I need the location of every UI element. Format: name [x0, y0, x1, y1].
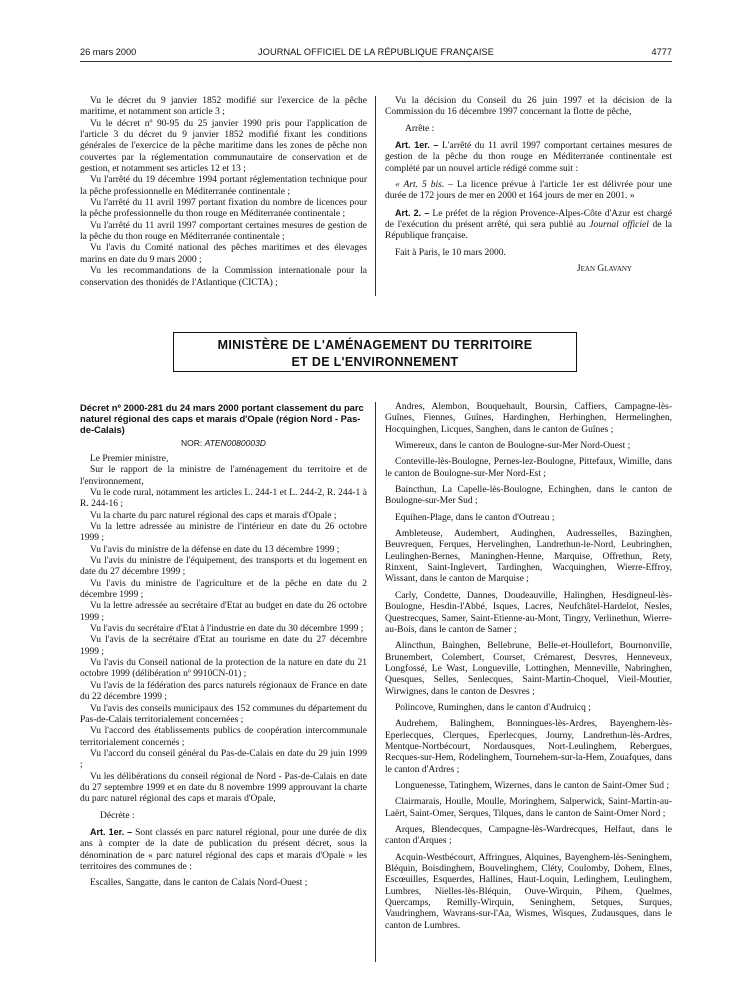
visa-paragraph: Vu l'avis du Comité national des pêches maritimes et des élevages marins en date du 9 mars 2000 ;	[80, 243, 367, 265]
decrete-heading: Décrète :	[100, 810, 135, 821]
visa-paragraph: Vu l'avis du ministre de la défense en date du 13 décembre 1999 ;	[90, 544, 340, 555]
journal-title: JOURNAL OFFICIEL DE LA RÉPUBLIQUE FRANÇAISE	[258, 47, 494, 57]
visa-paragraph: Vu les délibérations du conseil régional de Nord - Pas-de-Calais en date du 27 septembre 1999 et en date du 8 novembre 1999 approuvant la charte du parc naturel régional des caps et marais d'Opale,	[80, 771, 367, 805]
nor-code: ATEN0080003D	[204, 437, 266, 448]
visa-paragraph: Vu le décret du 9 janvier 1852 modifié sur l'exercice de la pêche maritime, et notamment son article 3 ;	[80, 96, 367, 118]
visa-paragraph: Vu l'arrêté du 19 décembre 1994 portant réglementation technique pour la pêche professionnelle en Méditerranée continentale ;	[80, 175, 367, 197]
commune-list-item: Carly, Condette, Dannes, Doudeauville, Halinghen, Hesdigneul-lès-Boulogne, Hesdin-l'Abbé, Isques, Lacres, Neufchâtel-Hardelot, Nesles, Questrecques, Samer, Saint-Etienne-au-Mont, Tingry, Verlinethun, Wierre-au-Bois, dans le canton de Samer ;	[385, 590, 672, 635]
article-2-text-end: de la République française.	[385, 220, 673, 242]
visa-paragraph: Vu le code rural, notamment les articles L. 244-1 et L. 244-2, R. 244-1 à R. 244-16 ;	[80, 487, 367, 510]
visa-paragraph: Vu l'avis des conseils municipaux des 152 communes du département du Pas-de-Calais territorialement concernées ;	[80, 703, 367, 725]
commune-list-item: Acquin-Westbécourt, Affringues, Alquines, Bayenghem-lès-Seninghem, Bléquin, Boisdinghem, Bouvelinghem, Cléty, Coulomby, Dohem, Elnes, Escœuilles, Esquerdes, Hallines, Haut-Loquin, Ledinghem, Leulinghem, Lumbres, Nielles-lès-Bléquin, Ouve-Wirquin, Pihem, Quelmes, Quercamps, Remilly-Wirquin, Seninghem, Setques, Surques, Vaudringhem, Wavrans-sur-l'Aa, Wismes, Wisques, Zudausques, dans le canton de Lumbres.	[385, 852, 672, 931]
visa-paragraph: Vu l'avis de la fédération des parcs naturels régionaux de France en date du 22 décembre 1999 ;	[80, 680, 367, 703]
commune-list-item: Clairmarais, Houlle, Moulle, Moringhem, Salperwick, Saint-Martin-au-Laërt, Saint-Omer, Serques, Tilques, dans le canton de Saint-Omer Nord ;	[385, 797, 672, 819]
visa-paragraph: Vu l'avis du secrétaire d'Etat à l'industrie en date du 30 décembre 1999 ;	[90, 624, 364, 635]
visa-paragraph: Vu la charte du parc naturel régional des caps et marais d'Opale ;	[90, 510, 337, 521]
commune-list-item: Polincove, Ruminghen, dans le canton d'Audruicq ;	[395, 702, 591, 713]
ministry-title-line2: ET DE L'ENVIRONNEMENT	[291, 355, 459, 369]
commune-list-item: Equihen-Plage, dans le canton d'Outreau ;	[395, 512, 555, 523]
decree-article-1-text: Sont classés en parc naturel régional, pour une durée de dix ans à compter de la date de publication du présent décret, sous la dénomination de « parc naturel régional des caps et marais d'Opale » les territoires des communes de :	[80, 827, 367, 872]
visa-paragraph: Vu la lettre adressée au ministre de l'intérieur en date du 26 octobre 1999 ;	[80, 522, 367, 544]
visa-paragraph: Vu l'arrêté du 11 avril 1997 portant fixation du nombre de licences pour la pêche professionnelle du thon rouge en Méditerranée continentale ;	[80, 198, 367, 220]
article-1	[385, 140, 672, 175]
commune-list-item: Baincthun, La Capelle-lès-Boulogne, Echinghen, dans le canton de Boulogne-sur-Mer Sud ;	[385, 485, 672, 507]
article-5bis-text: La licence prévue à l'article 1er est délivrée pour une durée de 172 jours de mer en 2000 et 164 jours de mer en 2001. »	[385, 180, 672, 202]
article-1-text: L'arrêté du 11 avril 1997 comportant certaines mesures de gestion de la pêche du thon rouge en Méditerranée continentale est complété par un nouvel article rédigé comme suit :	[385, 141, 673, 174]
visa-paragraph: Vu l'avis du ministre de l'agriculture et de la pêche en date du 2 décembre 1999 ;	[80, 578, 367, 601]
commune-list-item: Conteville-lès-Boulogne, Pernes-lez-Boulogne, Pittefaux, Wimille, dans le canton de Boulogne-sur-Mer Nord-Est ;	[385, 457, 672, 479]
premier-ministre: Le Premier ministre,	[90, 453, 169, 464]
commune-list-item: Arques, Blendecques, Campagne-lès-Wardrecques, Helfaut, dans le canton d'Arques ;	[385, 825, 672, 847]
visa-paragraph: Vu l'accord du conseil général du Pas-de-Calais en date du 29 juin 1999 ;	[80, 748, 367, 771]
column-divider	[375, 96, 376, 296]
signature: Jean Glavany	[576, 264, 632, 275]
article-1-label: Art. 1er. –	[395, 140, 439, 151]
ministry-title-line1: MINISTÈRE DE L'AMÉNAGEMENT DU TERRITOIRE	[217, 338, 533, 352]
visa-paragraph: Vu la lettre adressée au secrétaire d'Etat au budget en date du 26 octobre 1999 ;	[80, 601, 367, 623]
article-5bis-label: « Art. 5 bis. –	[395, 180, 453, 191]
header-rule	[80, 61, 672, 62]
nor-line	[80, 438, 367, 449]
visa-paragraph: Vu les recommandations de la Commission internationale pour la conservation des thonidés de l'Atlantique (CICTA) ;	[80, 266, 367, 288]
decree-column	[80, 402, 367, 890]
column-divider	[375, 402, 376, 962]
article-5bis	[385, 180, 672, 203]
visa-paragraph: Vu le décret nº 90-95 du 25 janvier 1990 pris pour l'application de l'article 3 du décret du 9 janvier 1852 modifié fixant les conditions générales de l'exercice de la pêche maritime dans les zones de pêche non couvertes par la réglementation communautaire de conservation et de gestion, et notamment ses articles 12 et 13 ;	[80, 118, 367, 175]
visa-paragraph: Vu l'avis de la secrétaire d'Etat au tourisme en date du 27 décembre 1999 ;	[80, 635, 367, 657]
visa-paragraph: Vu l'accord des établissements publics de coopération intercommunale territorialement concernés ;	[80, 726, 367, 748]
commune-list-item: Ambleteuse, Audembert, Audinghen, Audresselles, Bazinghen, Beuvrequen, Ferques, Hervelinghen, Landrethun-le-Nord, Leubringhen, Leulinghen-Bernes, Maninghen-Henne, Marquise, Offrethun, Rety, Rinxent, Saint-Inglevert, Tardinghen, Wacquinghen, Wierre-Effroy, Wissant, dans le canton de Marquise ;	[385, 529, 672, 585]
communes-column	[385, 402, 672, 932]
commune-list-item: Audrehem, Balinghem, Bonningues-lès-Ardres, Bayenghem-lès-Eperlecques, Clerques, Eperlecques, Journy, Landrethun-lès-Ardres, Mentque-Nortbécourt, Nordausques, Nort-Leulinghem, Rebergues, Recques-sur-Hem, Rodelinghem, Tournehem-sur-la-Hem, Zouafques, dans le canton d'Ardres ;	[385, 719, 672, 775]
page-header	[80, 47, 672, 61]
article-2	[385, 208, 672, 243]
top-left-column	[80, 96, 367, 289]
nor-label: NOR:	[181, 437, 203, 448]
article-2-label: Art. 2. –	[395, 207, 430, 218]
commune-list-item: Andres, Alembon, Bouquehault, Boursin, Caffiers, Campagne-lès-Guînes, Fiennes, Guînes, Hardinghen, Herbinghen, Hermelinghen, Hocquinghen, Licques, Sanghen, dans le canton de Guînes ;	[385, 402, 672, 435]
decision-paragraph: Vu la décision du Conseil du 26 juin 1997 et la décision de la Commission du 16 décembre 1997 concernant la flotte de pêche,	[385, 96, 672, 118]
decree-article-1-label: Art. 1er. –	[90, 826, 133, 837]
commune-list-item: Wimereux, dans le canton de Boulogne-sur-Mer Nord-Ouest ;	[395, 441, 631, 452]
page-number: 4777	[651, 47, 672, 57]
visa-paragraph: Vu l'avis du Conseil national de la protection de la nature en date du 21 octobre 1999 (délibération nº 9910CN-01) ;	[80, 658, 367, 680]
decree-article-1	[80, 827, 367, 873]
commune-list-item: Escalles, Sangatte, dans le canton de Calais Nord-Ouest ;	[90, 878, 308, 889]
arrete-heading: Arrête :	[405, 123, 435, 134]
visa-paragraph: Vu l'arrêté du 11 avril 1997 comportant certaines mesures de gestion de la pêche du thon rouge en Méditerranée continentale ;	[80, 220, 367, 243]
top-right-column	[385, 96, 672, 275]
journal-officiel-ref: Journal officiel	[589, 220, 649, 231]
ministry-box	[173, 332, 577, 372]
commune-list-item: Longuenesse, Tatinghem, Wizernes, dans le canton de Saint-Omer Sud ;	[395, 780, 670, 791]
decree-title: Décret nº 2000-281 du 24 mars 2000 portant classement du parc naturel régional des caps et marais d'Opale (région Nord - Pas-de-Calais)	[80, 402, 364, 436]
visa-paragraph: Sur le rapport de la ministre de l'aménagement du territoire et de l'environnement,	[80, 465, 367, 487]
header-date: 26 mars 2000	[80, 47, 137, 57]
visa-paragraph: Vu l'avis du ministre de l'équipement, des transports et du logement en date du 27 décembre 1999 ;	[80, 556, 367, 578]
fait-line: Fait à Paris, le 10 mars 2000.	[395, 247, 506, 258]
article-2-text: Le préfet de la région Provence-Alpes-Côte d'Azur est chargé de l'exécution du présent arrêté, qui sera publié au	[385, 208, 672, 231]
commune-list-item: Alincthun, Bainghen, Bellebrune, Belle-et-Houllefort, Bournonville, Brunembert, Colembert, Courset, Crémarest, Desvres, Henneveux, Longfossé, Le Wast, Longueville, Lottinghen, Menneville, Nabringhen, Quesques, Selles, Senlecques, Saint-Martin-Choquel, Vieil-Moutier, Wirwignes, dans le canton de Desvres ;	[385, 641, 672, 697]
